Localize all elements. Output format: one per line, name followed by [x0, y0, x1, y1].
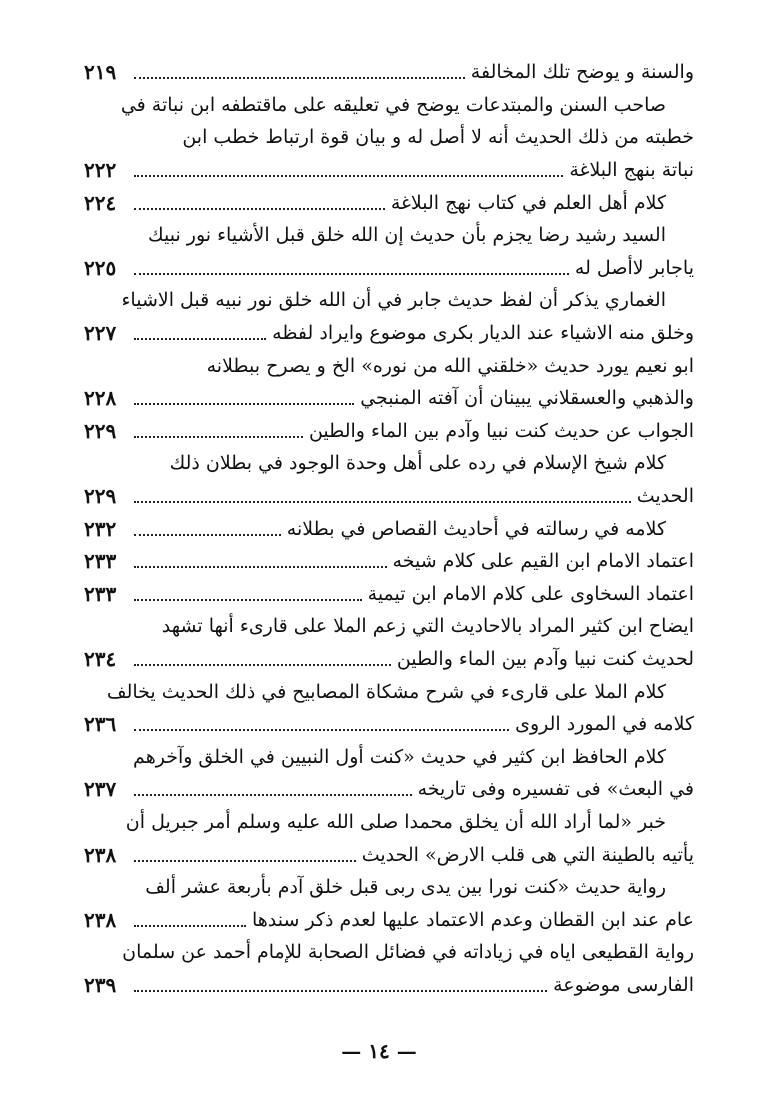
toc-entry-text: ايضاح ابن كثير المراد بالاحاديث التي زعم الملا على قارىء أنها تشهد [161, 615, 694, 638]
toc-entry-text: والسنة و يوضح تلك المخالفة [470, 61, 694, 84]
toc-page-number: ٢٣٢ [84, 516, 117, 541]
toc-page-number: ٢٣٣ [84, 549, 117, 574]
toc-entry-text: لحديث كنت نبيا وآدم بين الماء والطين [396, 647, 694, 670]
toc-entry-text: يأتيه بالطينة التي هى قلب الارض» الحديث [361, 843, 694, 866]
toc-entry-text: رواية القطيعى اياه في زياداته في فضائل الصحابة للإمام أحمد عن سلمان [122, 941, 694, 964]
toc-entry-text: السيد رشيد رضا يجزم بأن حديث إن الله خلق قبل الأشياء نور نبيك [148, 224, 666, 247]
toc-entry-text: خبر «لما أراد الله أن يخلق محمدا صلى الله عليه وسلم أمر جبريل أن [125, 810, 666, 833]
toc-entry-text: الجواب عن حديث كنت نبيا وآدم بين الماء والطين [308, 419, 694, 442]
toc-entry-text: صاحب السنن والمبتدعات يوضح في تعليقه على ماقتطفه ابن نباتة في [120, 93, 666, 116]
toc-entry [84, 610, 694, 643]
toc-entry [84, 121, 694, 154]
toc-entry [84, 89, 694, 122]
toc-page-number: ٢٣٣ [84, 581, 117, 606]
dot-leader [134, 175, 563, 177]
dot-leader [134, 534, 281, 536]
toc-entry [84, 578, 694, 611]
toc-entry [84, 447, 694, 480]
toc-entry [84, 903, 694, 936]
page-number: — ١٤ — [341, 1039, 417, 1063]
toc-entry [84, 349, 694, 382]
toc-entry [84, 675, 694, 708]
toc-entry-text: رواية حديث «كنت نورا بين يدى ربى قبل خلق آدم بأربعة عشر ألف [145, 876, 666, 899]
toc-entry [84, 838, 694, 871]
toc-entry [84, 154, 694, 187]
toc-page-number: ٢٣٧ [84, 777, 117, 802]
toc-entry [84, 969, 694, 1002]
dot-leader [134, 338, 266, 340]
toc-entry-text: عام عند ابن القطان وعدم الاعتماد عليها لعدم ذكر سندها [251, 908, 694, 931]
toc-entry-text: كلام أهل العلم في كتاب نهج البلاغة [390, 191, 666, 214]
toc-entry-text: خطبته من ذلك الحديث أنه لا أصل له و بيان قوة ارتباط خطب ابن [182, 126, 694, 149]
dot-leader [134, 566, 387, 568]
toc-page-number: ٢٣٩ [84, 972, 117, 997]
dot-leader [134, 599, 362, 601]
toc-entry-text: الحديث [636, 485, 694, 508]
toc-entry [84, 317, 694, 350]
toc-page-number: ٢٢٩ [84, 484, 117, 509]
toc-entry [84, 512, 694, 545]
toc-entry-text: اعتماد الامام ابن القيم على كلام شيخه [392, 550, 694, 573]
toc-entry-text: كلامه في رسالته في أحاديث القصاص في بطلانه [286, 517, 666, 540]
toc-entry [84, 773, 694, 806]
dot-leader [134, 436, 303, 438]
toc-entry [84, 708, 694, 741]
toc-page-number: ٢٢٩ [84, 418, 117, 443]
toc-entry-text: نباتة بنهج البلاغة [569, 159, 694, 182]
toc-entry-text: الفارسى موضوعة [553, 973, 694, 996]
toc-entry [84, 936, 694, 969]
dot-leader [134, 990, 547, 992]
toc-entry [84, 480, 694, 513]
toc-entry [84, 382, 694, 415]
toc-page-number: ٢٣٨ [84, 842, 117, 867]
toc-page-number: ٢٢٧ [84, 321, 117, 346]
toc-entry [84, 806, 694, 839]
dot-leader [134, 729, 509, 731]
dot-leader [134, 794, 412, 796]
table-of-contents [84, 56, 694, 1001]
toc-page-number: ٢٢٨ [84, 386, 117, 411]
toc-entry [84, 252, 694, 285]
toc-entry [84, 545, 694, 578]
dot-leader [134, 860, 356, 862]
toc-entry [84, 219, 694, 252]
dot-leader [134, 273, 569, 275]
toc-entry [84, 643, 694, 676]
toc-entry [84, 284, 694, 317]
toc-page-number: ٢١٩ [84, 60, 117, 85]
toc-entry [84, 740, 694, 773]
toc-page-number: ٢٢٥ [84, 255, 117, 280]
toc-entry-text: الغماري يذكر أن لفظ حديث جابر في أن الله خلق نور نبيه قبل الاشياء [121, 289, 666, 312]
toc-page-number: ٢٣٤ [84, 646, 117, 671]
toc-entry-text: والذهبي والعسقلاني يبينان أن آفته المنبجي [360, 387, 694, 410]
toc-entry-text: كلام شيخ الإسلام في رده على أهل وحدة الوجود في بطلان ذلك [169, 452, 666, 475]
toc-page-number: ٢٢٤ [84, 190, 117, 215]
toc-entry-text: ابو نعيم يورد حديث «خلقني الله من نوره» الخ و يصرح ببطلانه [206, 354, 694, 377]
dot-leader [134, 403, 354, 405]
toc-entry [84, 415, 694, 448]
dot-leader [134, 925, 246, 927]
dot-leader [134, 208, 385, 210]
dot-leader [134, 664, 391, 666]
dot-leader [134, 77, 465, 79]
toc-entry-text: كلام الملا على قارىء في شرح مشكاة المصابيح في ذلك الحديث يخالف [106, 680, 666, 703]
toc-entry [84, 56, 694, 89]
toc-entry-text: اعتماد السخاوى على كلام الامام ابن تيمية [367, 582, 694, 605]
toc-page-number: ٢٣٨ [84, 907, 117, 932]
toc-page-number: ٢٢٢ [84, 158, 117, 183]
toc-entry-text: كلامه في المورد الروى [515, 713, 694, 736]
toc-entry-text: في البعث» فى تفسيره وفى تاريخه [417, 778, 694, 801]
toc-entry-text: كلام الحافظ ابن كثير في حديث «كنت أول النبيين في الخلق وآخرهم [133, 745, 666, 768]
toc-page-number: ٢٣٦ [84, 712, 117, 737]
toc-entry [84, 186, 694, 219]
dot-leader [134, 501, 631, 503]
toc-entry-text: وخلق منه الاشياء عند الديار بكرى موضوع وايراد لفظه [272, 322, 694, 345]
toc-entry-text: ياجابر لاأصل له [574, 256, 694, 279]
toc-entry [84, 871, 694, 904]
